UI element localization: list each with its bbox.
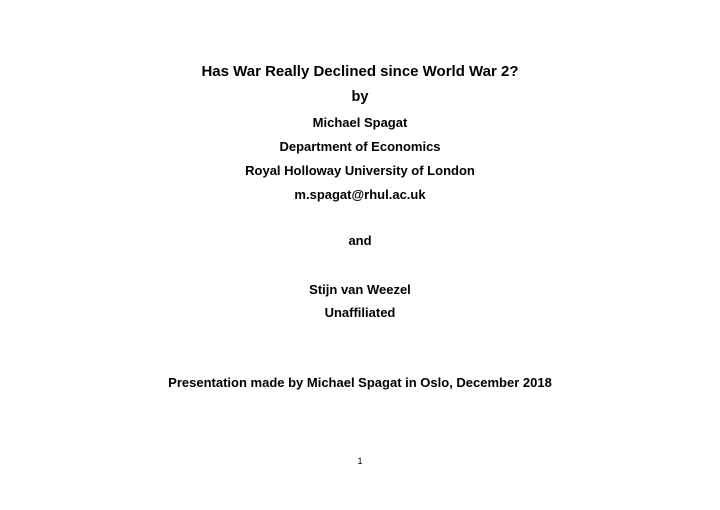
author-name-primary: Michael Spagat [312,115,408,130]
author-institution: Royal Holloway University of London [245,163,475,178]
author-affiliation-secondary: Unaffiliated [324,305,396,320]
document-title: Has War Really Declined since World War 2? [201,63,519,80]
by-line: by [351,89,369,105]
presentation-note: Presentation made by Michael Spagat in Oslo, December 2018 [168,375,552,390]
page-number: 1 [357,456,363,466]
author-email: m.spagat@rhul.ac.uk [294,187,426,202]
author-department: Department of Economics [279,139,441,154]
author-conjunction: and [348,233,372,248]
author-name-secondary: Stijn van Weezel [309,282,411,297]
